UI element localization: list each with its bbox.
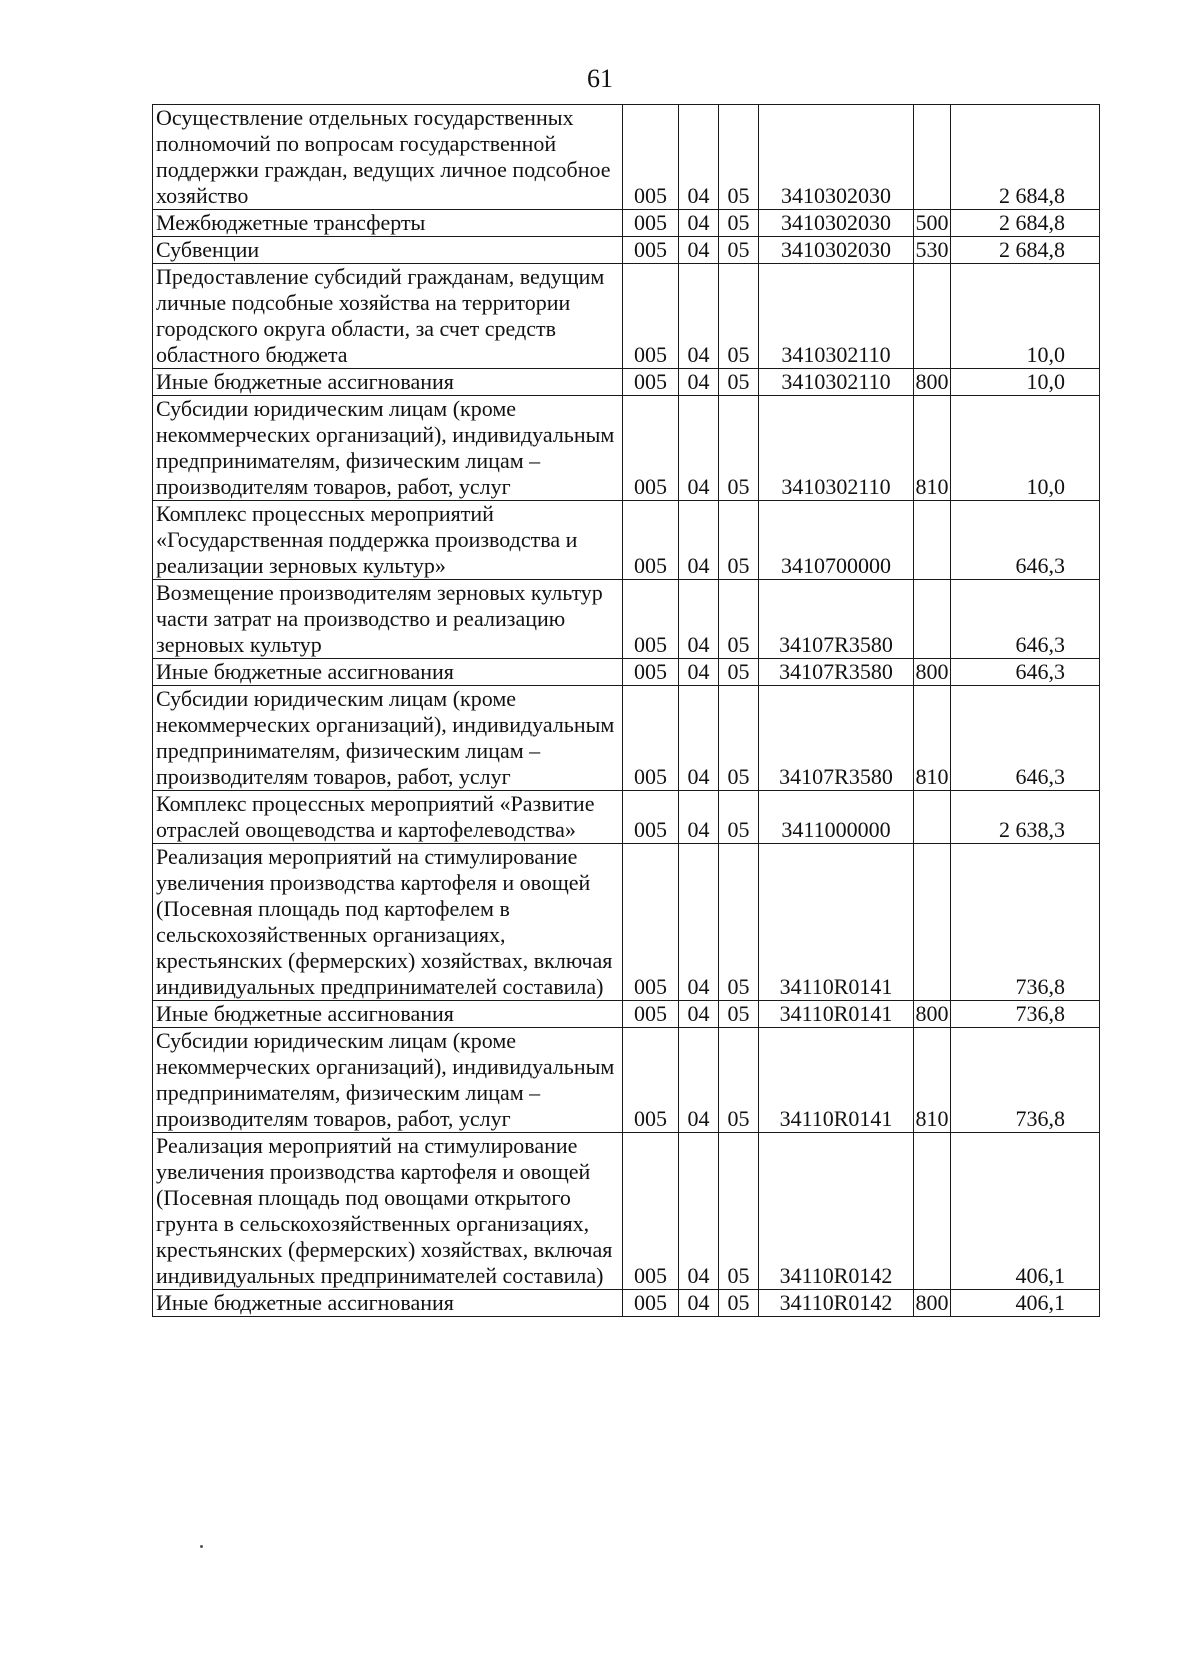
amount: 2 684,8 (951, 237, 1100, 264)
target-article-code: 34107R3580 (759, 659, 914, 686)
expense-type-code: 800 (915, 1001, 949, 1026)
admin-code: 005 (623, 580, 679, 659)
section-code: 04 (679, 580, 719, 659)
target-article-code: 3410302110 (759, 264, 914, 369)
subsection-code: 05 (719, 105, 759, 210)
target-article-code: 3411000000 (759, 791, 914, 844)
target-article-code: 3410700000 (759, 501, 914, 580)
section-code: 04 (679, 659, 719, 686)
expense-type-code: 810 (914, 396, 951, 501)
page-number: 61 (587, 64, 613, 93)
table-row (153, 501, 1100, 580)
table-row (153, 396, 1100, 501)
target-article-code: 3410302030 (759, 210, 914, 237)
admin-code: 005 (623, 396, 679, 501)
target-article-code: 34110R0142 (759, 1133, 914, 1290)
table-row (153, 791, 1100, 844)
table-row (153, 686, 1100, 791)
target-article-code: 3410302030 (759, 105, 914, 210)
section-code: 04 (679, 1290, 719, 1317)
table-row (153, 369, 1100, 396)
amount: 646,3 (951, 686, 1100, 791)
amount: 646,3 (951, 501, 1100, 580)
subsection-code: 05 (719, 1028, 759, 1133)
scan-artifact (200, 1545, 203, 1548)
budget-item-name: Комплекс процессных мероприятий «Государственная поддержка производства и реализации зерновых культур» (153, 501, 623, 580)
amount: 10,0 (951, 264, 1100, 369)
amount: 646,3 (951, 580, 1100, 659)
section-code: 04 (679, 210, 719, 237)
expense-type-code: 500 (915, 210, 949, 235)
section-code: 04 (679, 501, 719, 580)
table-row (153, 1001, 1100, 1028)
subsection-code: 05 (719, 844, 759, 1001)
budget-item-name: Иные бюджетные ассигнования (153, 1001, 623, 1028)
admin-code: 005 (623, 501, 679, 580)
expense-type-code: 530 (915, 237, 949, 262)
admin-code: 005 (623, 686, 679, 791)
amount: 2 638,3 (951, 791, 1100, 844)
amount: 406,1 (951, 1290, 1100, 1317)
expense-type-code: 810 (914, 686, 951, 791)
amount: 736,8 (951, 844, 1100, 1001)
admin-code: 005 (623, 105, 679, 210)
subsection-code: 05 (719, 580, 759, 659)
subsection-code: 05 (719, 264, 759, 369)
subsection-code: 05 (719, 396, 759, 501)
subsection-code: 05 (719, 791, 759, 844)
subsection-code: 05 (719, 1290, 759, 1317)
expense-type-code: 800 (915, 659, 949, 684)
table-row (153, 580, 1100, 659)
expense-type-code: 800 (915, 369, 949, 394)
budget-item-name: Реализация мероприятий на стимулирование увеличения производства картофеля и овощей (Посевная площадь под картофелем в сельскохозяйственных организациях, крестьянских (фермерских) хозяйствах, включая индивидуальных предпринимателей составила) (153, 844, 623, 1001)
target-article-code: 34110R0141 (759, 1028, 914, 1133)
admin-code: 005 (623, 210, 679, 237)
table-row (153, 1133, 1100, 1290)
budget-item-name: Субсидии юридическим лицам (кроме некоммерческих организаций), индивидуальным предпринимателям, физическим лицам – производителям товаров, работ, услуг (153, 686, 623, 791)
budget-item-name: Субсидии юридическим лицам (кроме некоммерческих организаций), индивидуальным предпринимателям, физическим лицам – производителям товаров, работ, услуг (153, 1028, 623, 1133)
budget-item-name: Возмещение производителям зерновых культур части затрат на производство и реализацию зерновых культур (153, 580, 623, 659)
admin-code: 005 (623, 237, 679, 264)
budget-item-name: Комплекс процессных мероприятий «Развитие отраслей овощеводства и картофелеводства» (153, 791, 623, 844)
amount: 2 684,8 (951, 105, 1100, 210)
subsection-code: 05 (719, 1001, 759, 1028)
subsection-code: 05 (719, 369, 759, 396)
budget-item-name: Реализация мероприятий на стимулирование увеличения производства картофеля и овощей (Посевная площадь под овощами открытого грунта в сельскохозяйственных организациях, крестьянских (фермерских) хозяйствах, включая индивидуальных предпринимателей составила) (153, 1133, 623, 1290)
expense-type-code: 810 (914, 1028, 951, 1133)
section-code: 04 (679, 844, 719, 1001)
admin-code: 005 (623, 791, 679, 844)
subsection-code: 05 (719, 237, 759, 264)
budget-item-name: Иные бюджетные ассигнования (153, 369, 623, 396)
table-row (153, 1290, 1100, 1317)
target-article-code: 34110R0142 (759, 1290, 914, 1317)
expense-type-code (914, 580, 951, 659)
budget-item-name: Иные бюджетные ассигнования (153, 659, 623, 686)
admin-code: 005 (623, 264, 679, 369)
section-code: 04 (679, 791, 719, 844)
expense-type-code: 800 (915, 1290, 949, 1315)
amount: 736,8 (951, 1028, 1100, 1133)
expense-type-code (914, 264, 951, 369)
budget-item-name: Иные бюджетные ассигнования (153, 1290, 623, 1317)
subsection-code: 05 (719, 1133, 759, 1290)
expense-type-code (914, 501, 951, 580)
budget-item-name: Предоставление субсидий гражданам, ведущим личные подсобные хозяйства на территории городского округа области, за счет средств областного бюджета (153, 264, 623, 369)
section-code: 04 (679, 1001, 719, 1028)
subsection-code: 05 (719, 501, 759, 580)
amount: 10,0 (951, 396, 1100, 501)
target-article-code: 34110R0141 (759, 1001, 914, 1028)
admin-code: 005 (623, 1133, 679, 1290)
amount: 406,1 (951, 1133, 1100, 1290)
target-article-code: 3410302030 (759, 237, 914, 264)
expense-type-code (914, 844, 951, 1001)
amount: 2 684,8 (951, 210, 1100, 237)
expense-type-code (914, 791, 951, 844)
table-row (153, 659, 1100, 686)
table-row (153, 237, 1100, 264)
admin-code: 005 (623, 844, 679, 1001)
table-row (153, 105, 1100, 210)
section-code: 04 (679, 396, 719, 501)
target-article-code: 3410302110 (759, 396, 914, 501)
section-code: 04 (679, 686, 719, 791)
table-row (153, 210, 1100, 237)
section-code: 04 (679, 105, 719, 210)
section-code: 04 (679, 264, 719, 369)
amount: 10,0 (951, 369, 1100, 396)
section-code: 04 (679, 369, 719, 396)
subsection-code: 05 (719, 210, 759, 237)
budget-item-name: Субсидии юридическим лицам (кроме некоммерческих организаций), индивидуальным предпринимателям, физическим лицам – производителям товаров, работ, услуг (153, 396, 623, 501)
expense-type-code (914, 1133, 951, 1290)
budget-table (152, 104, 1100, 1317)
admin-code: 005 (623, 1290, 679, 1317)
admin-code: 005 (623, 1001, 679, 1028)
budget-item-name: Осуществление отдельных государственных полномочий по вопросам государственной поддержки граждан, ведущих личное подсобное хозяйство (153, 105, 623, 210)
section-code: 04 (679, 1028, 719, 1133)
budget-item-name: Субвенции (153, 237, 623, 264)
table-row (153, 264, 1100, 369)
expense-type-code (914, 105, 951, 210)
table-row (153, 844, 1100, 1001)
budget-item-name: Межбюджетные трансферты (153, 210, 623, 237)
table-row (153, 1028, 1100, 1133)
admin-code: 005 (623, 1028, 679, 1133)
section-code: 04 (679, 1133, 719, 1290)
target-article-code: 34107R3580 (759, 580, 914, 659)
subsection-code: 05 (719, 659, 759, 686)
target-article-code: 34110R0141 (759, 844, 914, 1001)
section-code: 04 (679, 237, 719, 264)
admin-code: 005 (623, 369, 679, 396)
amount: 646,3 (951, 659, 1100, 686)
target-article-code: 34107R3580 (759, 686, 914, 791)
admin-code: 005 (623, 659, 679, 686)
subsection-code: 05 (719, 686, 759, 791)
target-article-code: 3410302110 (759, 369, 914, 396)
amount: 736,8 (951, 1001, 1100, 1028)
